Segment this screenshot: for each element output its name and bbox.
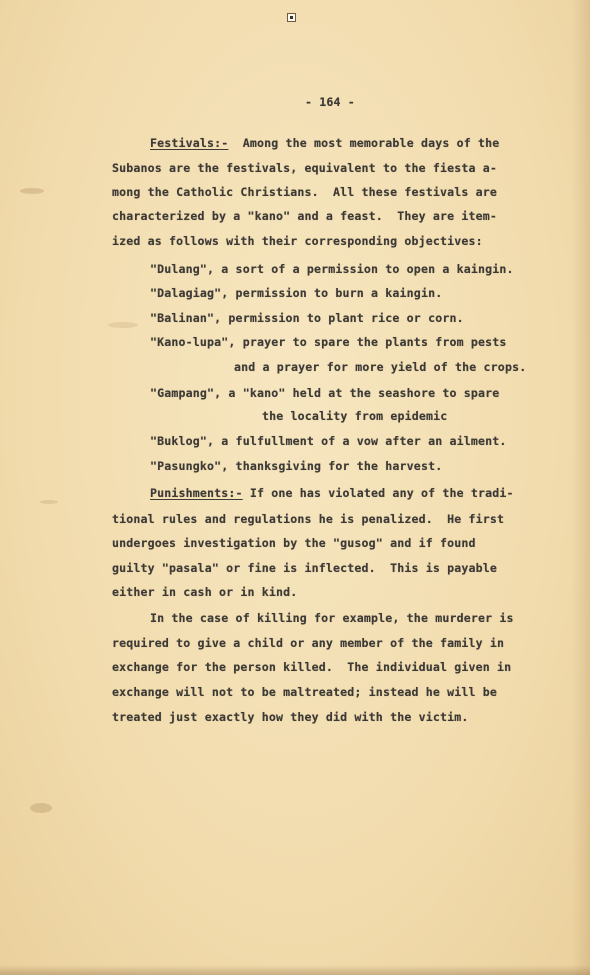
section-heading-punishments: Punishments:- — [150, 486, 243, 500]
text-line: mong the Catholic Christians. All these festivals are — [112, 185, 498, 199]
text-line: characterized by a "kano" and a feast. They are item- — [112, 209, 498, 223]
paper-stain — [108, 322, 138, 328]
list-item: "Buklog", a fulfullment of a vow after an ailment. — [150, 434, 507, 448]
text-line: treated just exactly how they did with the victim. — [112, 710, 469, 724]
page-edge-shadow — [572, 0, 590, 975]
text-line: ized as follows with their corresponding objectives: — [112, 234, 483, 248]
text-line — [150, 136, 499, 150]
list-item: "Dalagiag", permission to burn a kaingin. — [150, 286, 443, 300]
line-text: If one has violated any of the tradi- — [242, 486, 514, 500]
page-bottom-shadow — [0, 965, 590, 975]
text-line: undergoes investigation by the "gusog" and if found — [112, 536, 476, 550]
list-item-continuation: and a prayer for more yield of the crops. — [234, 360, 527, 374]
list-item: "Balinan", permission to plant rice or corn. — [150, 311, 464, 325]
list-item-continuation: the locality from epidemic — [262, 409, 448, 423]
paper-stain — [40, 500, 58, 504]
list-item: "Gampang", a "kano" held at the seashore to spare — [150, 386, 500, 400]
text-line — [150, 486, 514, 500]
text-line: In the case of killing for example, the murderer is — [150, 611, 514, 625]
page-number: - 164 - — [305, 95, 355, 109]
text-line: exchange will not to be maltreated; instead he will be — [112, 685, 498, 699]
list-item: "Pasungko", thanksgiving for the harvest. — [150, 459, 443, 473]
text-line: required to give a child or any member of the family in — [112, 636, 505, 650]
paper-stain — [30, 803, 52, 813]
text-line: Subanos are the festivals, equivalent to the fiesta a- — [112, 161, 498, 175]
paper-stain — [20, 188, 44, 194]
list-item: "Dulang", a sort of a permission to open a kaingin. — [150, 262, 514, 276]
line-text: Among the most memorable days of the — [228, 136, 500, 150]
text-line: exchange for the person killed. The individual given in — [112, 660, 512, 674]
text-line: guilty "pasala" or fine is inflected. This is payable — [112, 561, 498, 575]
scan-marker — [287, 13, 296, 22]
text-line: tional rules and regulations he is penalized. He first — [112, 512, 505, 526]
section-heading-festivals: Festivals:- — [150, 136, 229, 150]
text-line: either in cash or in kind. — [112, 585, 298, 599]
list-item: "Kano-lupa", prayer to spare the plants from pests — [150, 335, 507, 349]
